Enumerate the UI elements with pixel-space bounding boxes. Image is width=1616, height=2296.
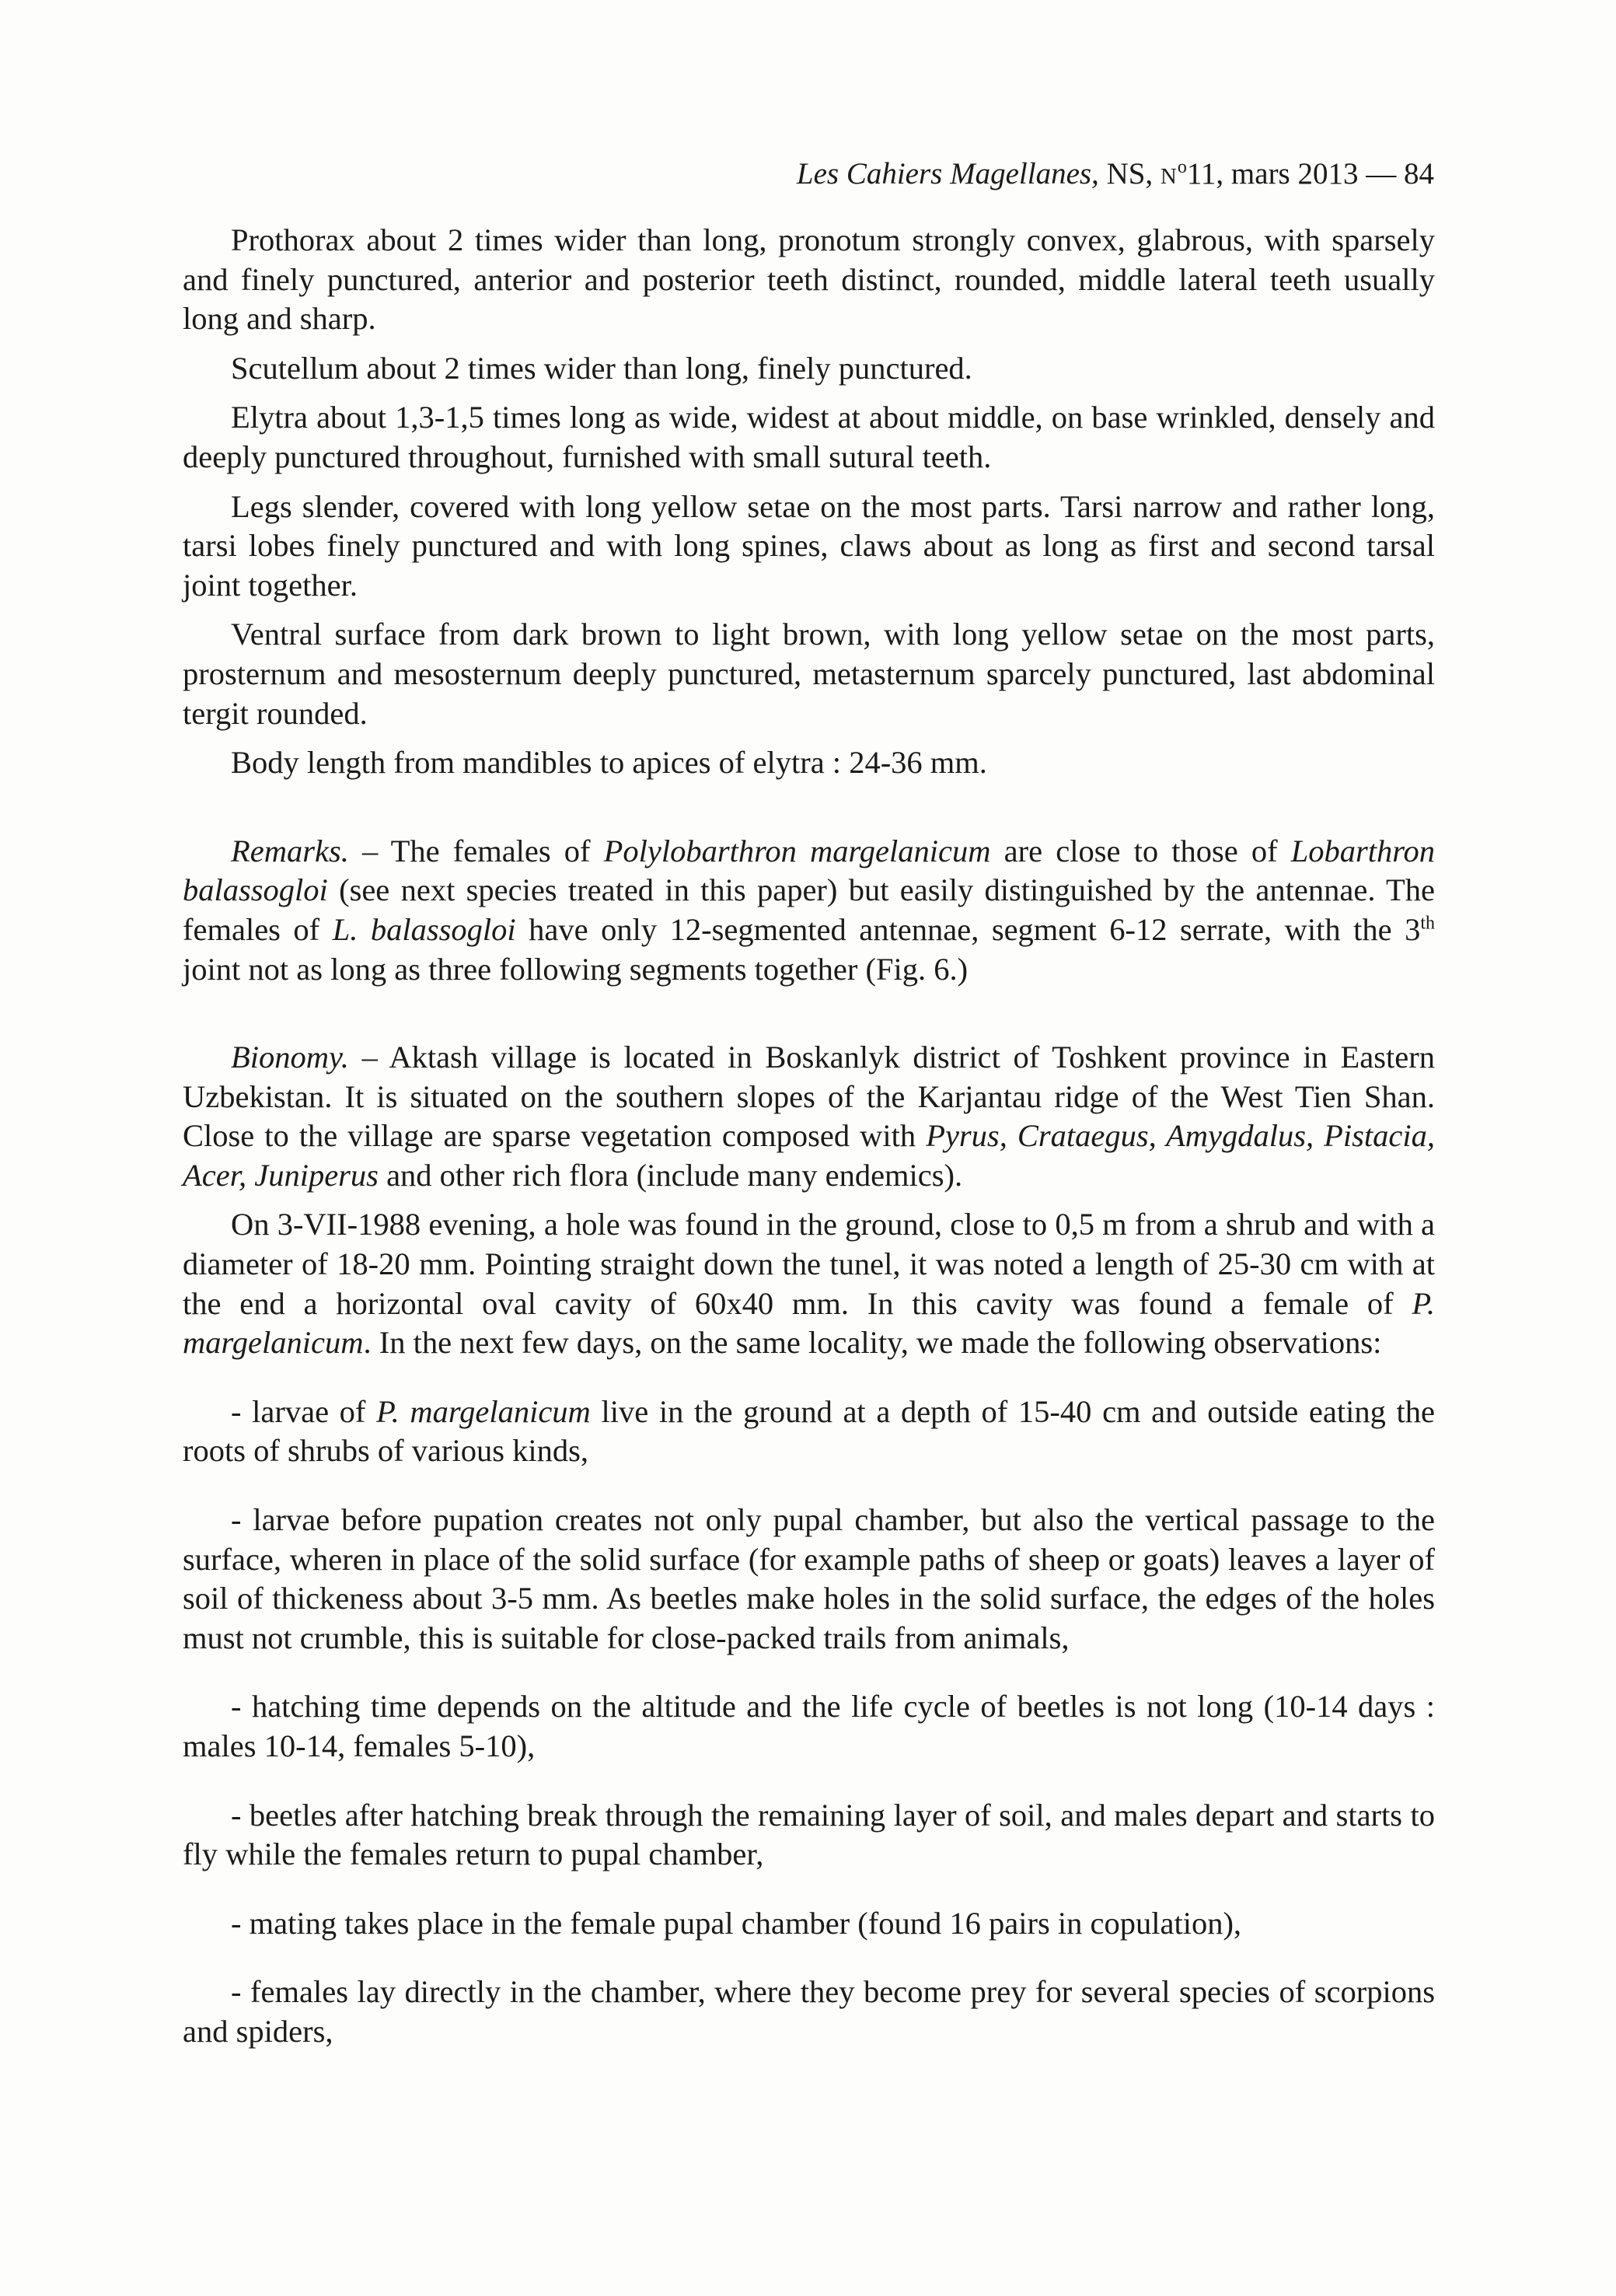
paragraph-ventral-surface: Ventral surface from dark brown to light brown, with long yellow setae on the most parts, prosternum and mesosternum deeply punctured, metasternum sparcely punctured, last abdominal tergit rounded. xyxy=(183,617,1435,731)
list-item-mating: - mating takes place in the female pupal chamber (found 16 pairs in copulation), xyxy=(231,1905,1242,1941)
list-item-text: - larvae of xyxy=(231,1393,377,1429)
paragraph-observation xyxy=(183,1205,1435,1362)
observation-text: On 3-VII-1988 evening, a hole was found in the ground, close to 0,5 m from a shrub and with a diameter of 18-20 mm. Pointing straight down the tunel, it was noted a length of 25-30 cm with at the end a horizontal oval cavity of 60x40 mm. In this cavity was found a female of xyxy=(183,1207,1435,1321)
issue-number-superscript: o xyxy=(1177,157,1187,177)
remarks-heading: Remarks. xyxy=(231,833,349,868)
running-header xyxy=(797,149,1434,195)
bionomy-heading: Bionomy. xyxy=(231,1040,349,1075)
paragraph-remarks xyxy=(183,832,1435,989)
list-item-larvae xyxy=(183,1393,1435,1471)
paragraph-scutellum: Scutellum about 2 times wider than long, finely punctured. xyxy=(231,350,972,386)
bionomy-text: – Aktash village is located in Boskanlyk district of Toshkent province in Eastern Uzbekistan. It is situated on the southern slopes of the Karjantau ridge of the West Tien Shan. Close to the village are sparse vegetation composed with xyxy=(183,1040,1435,1154)
remarks-text: – The females of xyxy=(348,833,604,868)
remarks-text: (see next species treated in this paper) but easily distinguished by the antennae. The females of xyxy=(183,872,1435,947)
paragraph-prothorax: Prothorax about 2 times wider than long, pronotum strongly convex, glabrous, with sparsely and finely punctured, anterior and posterior teeth distinct, rounded, middle lateral teeth usually long and sharp. xyxy=(183,222,1435,337)
plant-genera-list: Pyrus, Crataegus, Amygdalus, Pistacia, Acer, Juniperus xyxy=(183,1118,1435,1193)
paragraph-legs: Legs slender, covered with long yellow setae on the most parts. Tarsi narrow and rather long, tarsi lobes finely punctured and with long spines, claws about as long as first and second tarsal joint together. xyxy=(183,488,1435,603)
species-name: P. margelanicum xyxy=(376,1393,591,1429)
remarks-text: joint not as long as three following segments together (Fig. 6.) xyxy=(183,951,969,987)
issue-date-and-page-number: 11, mars 2013 — 84 xyxy=(1186,157,1434,190)
observation-text: . In the next few days, on the same locality, we made the following observations: xyxy=(363,1325,1382,1361)
species-name: L. balassogloi xyxy=(332,911,516,947)
journal-title: Les Cahiers Magellanes, xyxy=(796,157,1099,190)
species-name: P. margelanicum xyxy=(183,1285,1435,1361)
ordinal-superscript: th xyxy=(1420,913,1435,934)
issue-number-label: N xyxy=(1160,164,1178,189)
paragraph-bionomy xyxy=(183,1038,1435,1195)
paragraph-elytra: Elytra about 1,3-1,5 times long as wide, widest at about middle, on base wrinkled, densely and deeply punctured throughout, furnished with small sutural teeth. xyxy=(183,400,1435,474)
remarks-text: have only 12-segmented antennae, segment 6-12 serrate, with the 3 xyxy=(515,911,1421,947)
paragraph-body-length: Body length from mandibles to apices of elytra : 24-36 mm. xyxy=(231,745,987,781)
series-label: NS, xyxy=(1098,157,1161,190)
list-item-pupation: - larvae before pupation creates not only pupal chamber, but also the vertical passage to the surface, wheren in place of the solid surface (for example paths of sheep or goats) leaves a layer of soil of thickeness about 3-5 mm. As beetles make holes in the solid surface, the edges of the holes must not crumble, this is suitable for close-packed trails from animals, xyxy=(183,1502,1435,1655)
remarks-text: are close to those of xyxy=(990,833,1291,868)
article-body xyxy=(183,221,1435,2052)
bionomy-text: and other rich flora (include many endemics). xyxy=(378,1157,963,1193)
list-item-break-through: - beetles after hatching break through the remaining layer of soil, and males depart and starts to fly while the females return to pupal chamber, xyxy=(183,1797,1435,1872)
species-name: Polylobarthron margelanicum xyxy=(603,833,991,868)
list-item-females: - females lay directly in the chamber, where they become prey for several species of scorpions and spiders, xyxy=(183,1974,1435,2049)
list-item-text: live in the ground at a depth of 15-40 cm and outside eating the roots of shrubs of various kinds, xyxy=(183,1393,1436,1469)
species-name: Lobarthron balassogloi xyxy=(183,833,1435,908)
list-item-hatching: - hatching time depends on the altitude and the life cycle of beetles is not long (10-14 days : males 10-14, females 5-10), xyxy=(183,1689,1435,1763)
